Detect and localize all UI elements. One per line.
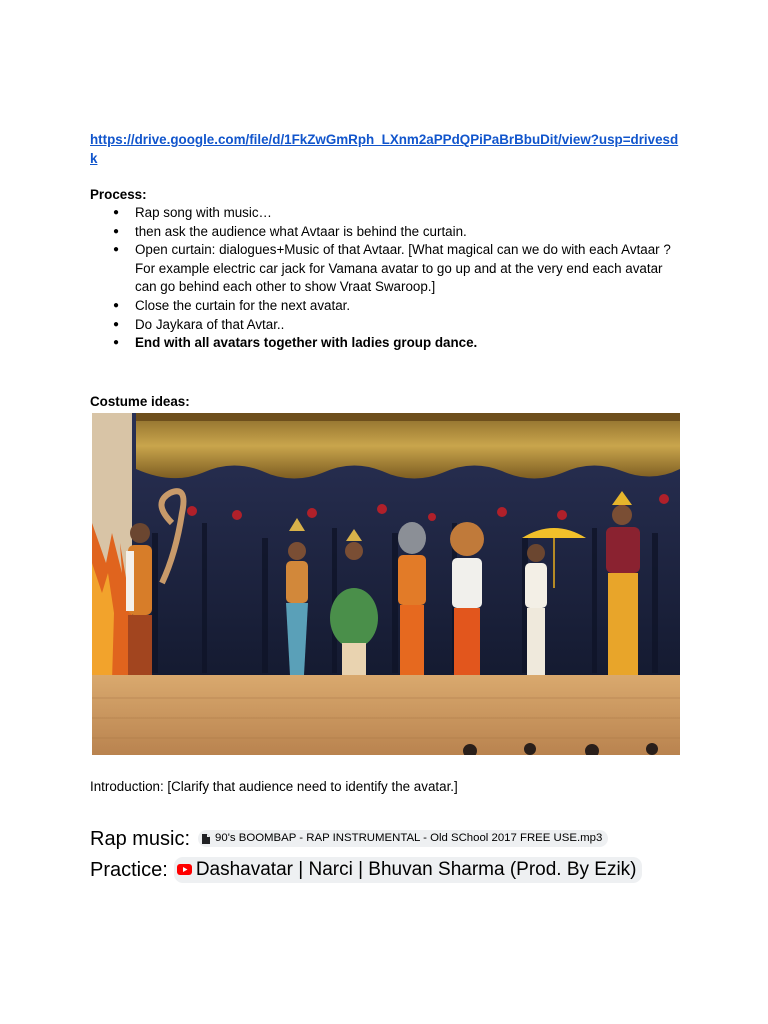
youtube-video-chip[interactable]	[174, 857, 642, 883]
rap-file-chip[interactable]	[198, 830, 608, 847]
list-item: ● Open curtain: dialogues+Music of that Avtaar. [What magical can we do with each Avtaar ? For example electric car jack for Vamana avatar to go up and at the very end each avatar can go behind each other to show Vraat Swaroop.]	[135, 241, 682, 297]
process-heading: Process:	[90, 187, 147, 202]
file-icon	[202, 834, 210, 844]
costume-photo	[92, 413, 680, 755]
list-item: ● Do Jaykara of that Avtar..	[135, 316, 682, 335]
rap-music-row	[90, 825, 682, 853]
list-item: ● Rap song with music…	[135, 204, 682, 223]
costume-heading: Costume ideas:	[90, 393, 190, 409]
process-list	[90, 204, 682, 353]
list-item: ● Close the curtain for the next avatar.	[135, 297, 682, 316]
list-item: ● End with all avatars together with ladies group dance.	[135, 334, 682, 353]
youtube-video-title: Dashavatar | Narci | Bhuvan Sharma (Prod. By Ezik)	[195, 858, 637, 880]
rap-music-label: Rap music:	[90, 827, 191, 850]
drive-link[interactable]: https://drive.google.com/file/d/1FkZwGmRph_LXnm2aPPdQPiPaBrBbuDit/view?usp=drivesdk	[90, 132, 679, 166]
youtube-icon	[177, 864, 192, 875]
document-page	[90, 130, 682, 884]
practice-label: Practice:	[90, 858, 168, 881]
rap-file-name: 90's BOOMBAP - RAP INSTRUMENTAL - Old SChool 2017 FREE USE.mp3	[215, 832, 603, 845]
intro-text: Introduction: [Clarify that audience need to identify the avatar.]	[90, 778, 458, 794]
practice-row	[90, 856, 682, 884]
list-item: ● then ask the audience what Avtaar is behind the curtain.	[135, 223, 682, 242]
